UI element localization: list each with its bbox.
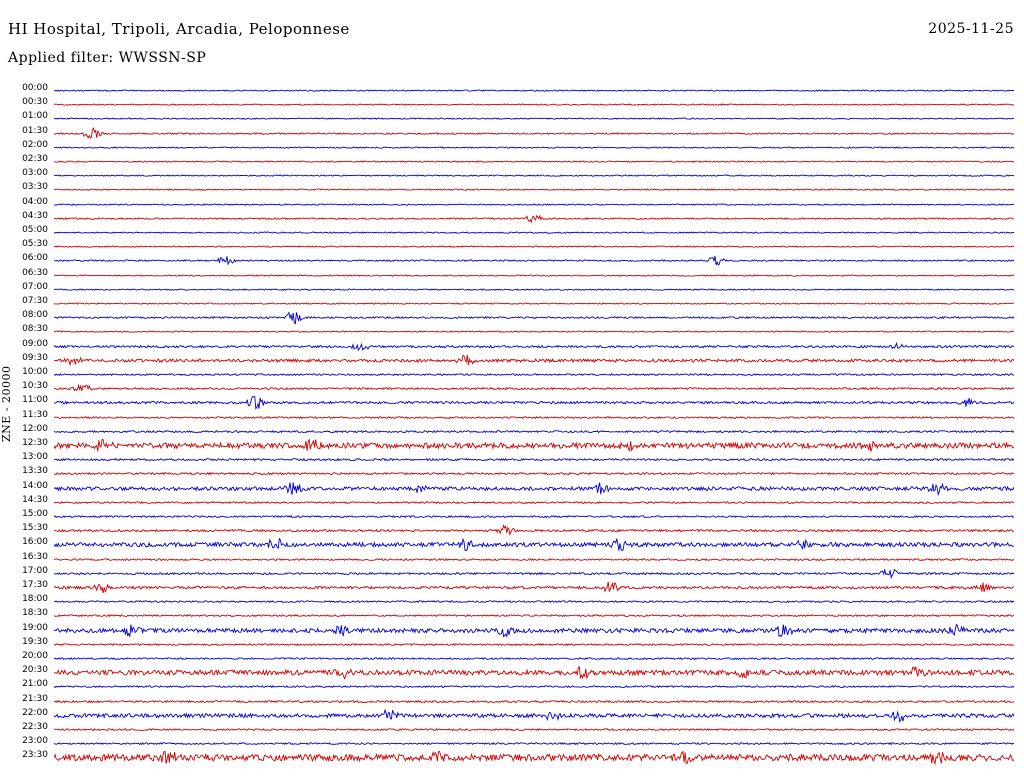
trace-row <box>22 565 1014 581</box>
trace-time-label: 13:00 <box>22 452 48 463</box>
trace-row <box>22 395 1014 410</box>
trace-line <box>54 609 1014 623</box>
trace-time-label: 20:30 <box>22 665 48 676</box>
trace-line <box>54 595 1014 609</box>
trace-time-label: 14:00 <box>22 480 48 491</box>
trace-row <box>22 622 1014 638</box>
trace-line <box>54 169 1014 183</box>
trace-row <box>22 594 1014 609</box>
trace-time-label: 12:00 <box>22 423 48 434</box>
trace-time-label: 10:00 <box>22 367 48 377</box>
trace-time-label: 07:30 <box>22 296 48 306</box>
trace-time-label: 15:00 <box>22 509 48 519</box>
trace-line <box>54 666 1014 680</box>
trace-line <box>54 553 1014 567</box>
trace-row <box>22 494 1014 510</box>
trace-time-label: 14:30 <box>22 494 48 505</box>
trace-line <box>54 269 1014 283</box>
trace-row <box>22 154 1014 169</box>
trace-line <box>54 524 1014 538</box>
trace-time-label: 03:00 <box>22 168 48 179</box>
trace-row <box>22 111 1014 126</box>
trace-container <box>22 83 1014 772</box>
trace-time-label: 04:00 <box>22 196 48 207</box>
trace-line <box>54 98 1014 112</box>
trace-line <box>54 567 1014 581</box>
trace-line <box>54 183 1014 197</box>
applied-filter-label: Applied filter: WWSSN-SP <box>8 50 207 66</box>
trace-line <box>54 226 1014 240</box>
trace-time-label: 20:00 <box>22 651 48 661</box>
trace-row <box>22 125 1014 141</box>
trace-row <box>22 196 1014 212</box>
trace-row <box>22 367 1014 382</box>
trace-line <box>54 496 1014 510</box>
trace-row <box>22 97 1014 112</box>
trace-time-label: 04:30 <box>22 210 48 221</box>
trace-row <box>22 352 1014 368</box>
trace-time-label: 13:30 <box>22 466 48 477</box>
trace-row <box>22 750 1014 765</box>
trace-line <box>54 538 1014 552</box>
trace-time-label: 02:00 <box>22 139 48 150</box>
trace-time-label: 03:30 <box>22 182 48 193</box>
trace-time-label: 22:30 <box>22 722 48 732</box>
trace-time-label: 11:30 <box>22 409 48 420</box>
trace-time-label: 00:00 <box>22 83 48 93</box>
trace-time-label: 08:30 <box>22 324 48 335</box>
trace-time-label: 16:30 <box>22 551 48 562</box>
trace-row <box>22 452 1014 467</box>
trace-time-label: 06:00 <box>22 253 48 264</box>
trace-row <box>22 438 1014 453</box>
trace-time-label: 09:30 <box>22 352 48 363</box>
trace-time-label: 10:30 <box>22 381 48 392</box>
helicorder-plot <box>0 76 1024 780</box>
trace-row <box>22 210 1014 226</box>
trace-time-label: 01:30 <box>22 125 48 136</box>
trace-line <box>54 411 1014 425</box>
trace-line <box>54 723 1014 737</box>
trace-row <box>22 182 1014 197</box>
trace-line <box>54 751 1014 765</box>
trace-time-label: 02:30 <box>22 154 48 164</box>
trace-line <box>54 680 1014 694</box>
trace-row <box>22 665 1014 680</box>
trace-line <box>54 482 1014 496</box>
trace-line <box>54 283 1014 297</box>
trace-line <box>54 467 1014 481</box>
trace-line <box>54 254 1014 268</box>
trace-time-label: 01:00 <box>22 111 48 122</box>
trace-time-label: 23:00 <box>22 736 48 747</box>
trace-line <box>54 340 1014 354</box>
trace-row <box>22 296 1014 311</box>
trace-time-label: 07:00 <box>22 281 48 292</box>
trace-row <box>22 253 1014 268</box>
trace-time-label: 22:00 <box>22 707 48 718</box>
page-title: HI Hospital, Tripoli, Arcadia, Peloponnese <box>8 20 350 38</box>
trace-row <box>22 168 1014 183</box>
trace-row <box>22 281 1014 297</box>
trace-time-label: 05:30 <box>22 239 48 250</box>
trace-row <box>22 310 1014 325</box>
trace-line <box>54 737 1014 751</box>
trace-line <box>54 624 1014 638</box>
trace-time-label: 05:00 <box>22 225 48 235</box>
trace-row <box>22 537 1014 552</box>
trace-line <box>54 425 1014 439</box>
trace-line <box>54 311 1014 325</box>
trace-row <box>22 722 1014 737</box>
trace-time-label: 17:30 <box>22 580 48 590</box>
trace-row <box>22 509 1014 524</box>
trace-row <box>22 239 1014 254</box>
trace-row <box>22 225 1014 240</box>
trace-time-label: 18:30 <box>22 608 48 619</box>
trace-time-label: 06:30 <box>22 267 48 278</box>
trace-time-label: 19:30 <box>22 636 48 647</box>
trace-time-label: 16:00 <box>22 537 48 548</box>
trace-line <box>54 112 1014 126</box>
trace-line <box>54 638 1014 652</box>
trace-time-label: 18:00 <box>22 594 48 605</box>
trace-line <box>54 354 1014 368</box>
trace-row <box>22 139 1014 155</box>
trace-row <box>22 580 1014 595</box>
trace-row <box>22 523 1014 538</box>
trace-line <box>54 240 1014 254</box>
trace-time-label: 09:00 <box>22 338 48 349</box>
trace-time-label: 19:00 <box>22 622 48 633</box>
trace-time-label: 08:00 <box>22 310 48 321</box>
trace-time-label: 11:00 <box>22 395 48 406</box>
trace-row <box>22 636 1014 652</box>
trace-row <box>22 338 1014 354</box>
trace-time-label: 17:00 <box>22 565 48 576</box>
trace-row <box>22 608 1014 623</box>
record-date: 2025-11-25 <box>928 21 1014 37</box>
trace-line <box>54 212 1014 226</box>
trace-time-label: 12:30 <box>22 438 48 448</box>
trace-row <box>22 679 1014 694</box>
trace-line <box>54 581 1014 595</box>
trace-time-label: 00:30 <box>22 97 48 108</box>
trace-row <box>22 381 1014 396</box>
trace-line <box>54 396 1014 410</box>
trace-row <box>22 324 1014 339</box>
trace-line <box>54 127 1014 141</box>
trace-row <box>22 651 1014 666</box>
trace-line <box>54 84 1014 98</box>
trace-line <box>54 155 1014 169</box>
trace-line <box>54 325 1014 339</box>
trace-time-label: 21:30 <box>22 693 48 704</box>
trace-row <box>22 707 1014 723</box>
trace-time-label: 21:00 <box>22 679 48 690</box>
trace-line <box>54 368 1014 382</box>
trace-line <box>54 652 1014 666</box>
trace-line <box>54 439 1014 453</box>
trace-row <box>22 409 1014 425</box>
trace-row <box>22 693 1014 709</box>
trace-line <box>54 297 1014 311</box>
chart-header <box>0 0 1024 76</box>
trace-row <box>22 736 1014 751</box>
trace-row <box>22 267 1014 283</box>
trace-line <box>54 695 1014 709</box>
trace-line <box>54 709 1014 723</box>
trace-line <box>54 453 1014 467</box>
trace-row <box>22 480 1014 496</box>
trace-row <box>22 83 1014 98</box>
trace-line <box>54 510 1014 524</box>
trace-line <box>54 198 1014 212</box>
trace-row <box>22 423 1014 439</box>
trace-line <box>54 382 1014 396</box>
trace-line <box>54 141 1014 155</box>
trace-row <box>22 551 1014 567</box>
y-axis-label: ZNE - 20000 <box>0 365 13 442</box>
trace-time-label: 15:30 <box>22 523 48 534</box>
trace-time-label: 23:30 <box>22 750 48 761</box>
trace-row <box>22 466 1014 481</box>
